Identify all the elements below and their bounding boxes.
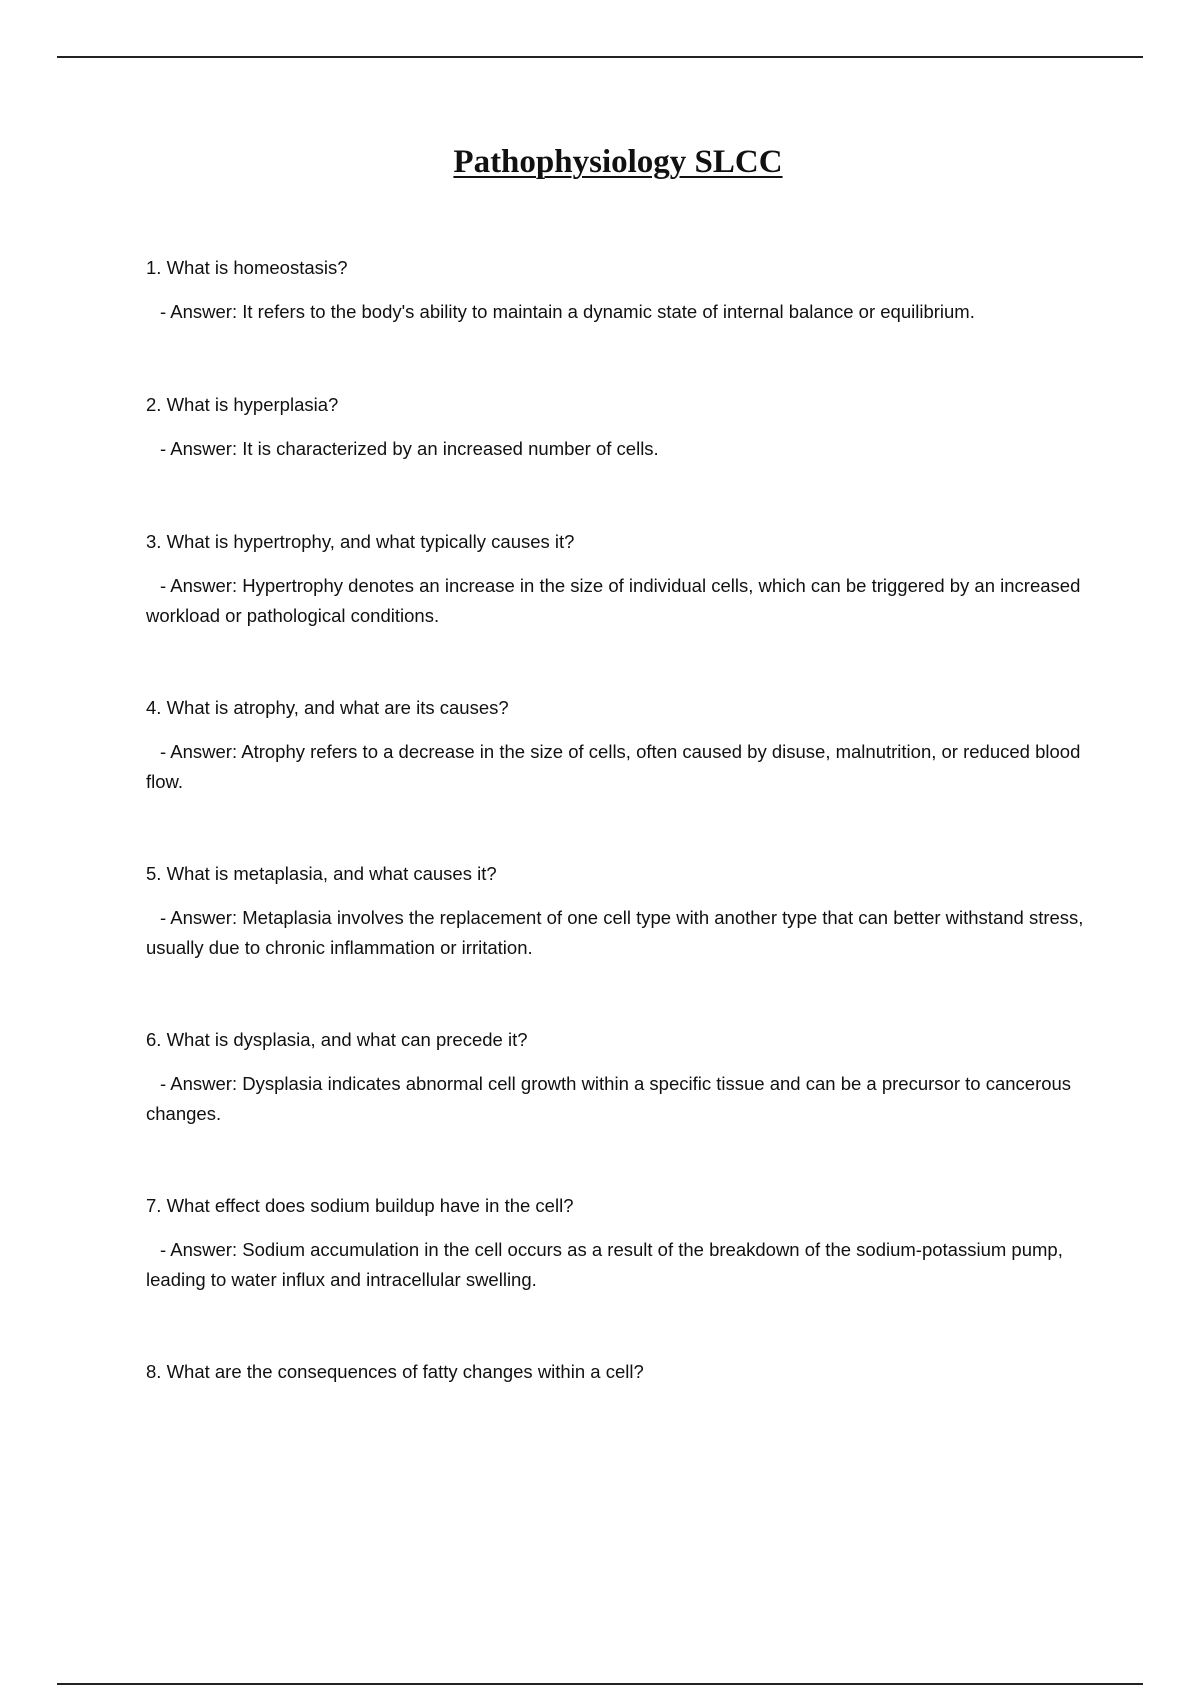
qa-item-4 (146, 693, 1086, 797)
answer: - Answer: Sodium accumulation in the cell occurs as a result of the breakdown of the sodium-potassium pump, leading to water influx and intracellular swelling. (146, 1239, 1063, 1290)
qa-item-6 (146, 1025, 1086, 1129)
answer: - Answer: It is characterized by an increased number of cells. (160, 438, 659, 459)
answer: - Answer: Atrophy refers to a decrease in the size of cells, often caused by disuse, malnutrition, or reduced blood flow. (146, 741, 1081, 792)
answer: - Answer: Hypertrophy denotes an increase in the size of individual cells, which can be triggered by an increased workload or pathological conditions. (146, 575, 1081, 626)
question: 3. What is hypertrophy, and what typically causes it? (146, 531, 575, 552)
question: 1. What is homeostasis? (146, 257, 348, 278)
question: 5. What is metaplasia, and what causes it? (146, 863, 497, 884)
qa-item-2 (146, 390, 1086, 464)
document-title-text: Pathophysiology SLCC (453, 144, 783, 180)
document-title (0, 141, 1200, 183)
footer-rule (57, 1683, 1143, 1685)
qa-item-5 (146, 859, 1086, 963)
qa-item-8 (146, 1357, 1086, 1387)
question: 7. What effect does sodium buildup have in the cell? (146, 1195, 574, 1216)
answer: - Answer: Dysplasia indicates abnormal cell growth within a specific tissue and can be a precursor to cancerous changes. (146, 1073, 1072, 1124)
qa-item-7 (146, 1191, 1086, 1295)
qa-item-3 (146, 527, 1086, 631)
question: 6. What is dysplasia, and what can precede it? (146, 1029, 528, 1050)
question: 8. What are the consequences of fatty changes within a cell? (146, 1361, 644, 1382)
question: 4. What is atrophy, and what are its causes? (146, 697, 509, 718)
header-rule (57, 56, 1143, 58)
answer: - Answer: Metaplasia involves the replacement of one cell type with another type that can better withstand stress, usually due to chronic inflammation or irritation. (146, 907, 1084, 958)
question: 2. What is hyperplasia? (146, 394, 339, 415)
qa-item-1 (146, 253, 1086, 327)
answer: - Answer: It refers to the body's ability to maintain a dynamic state of internal balance or equilibrium. (160, 301, 975, 322)
